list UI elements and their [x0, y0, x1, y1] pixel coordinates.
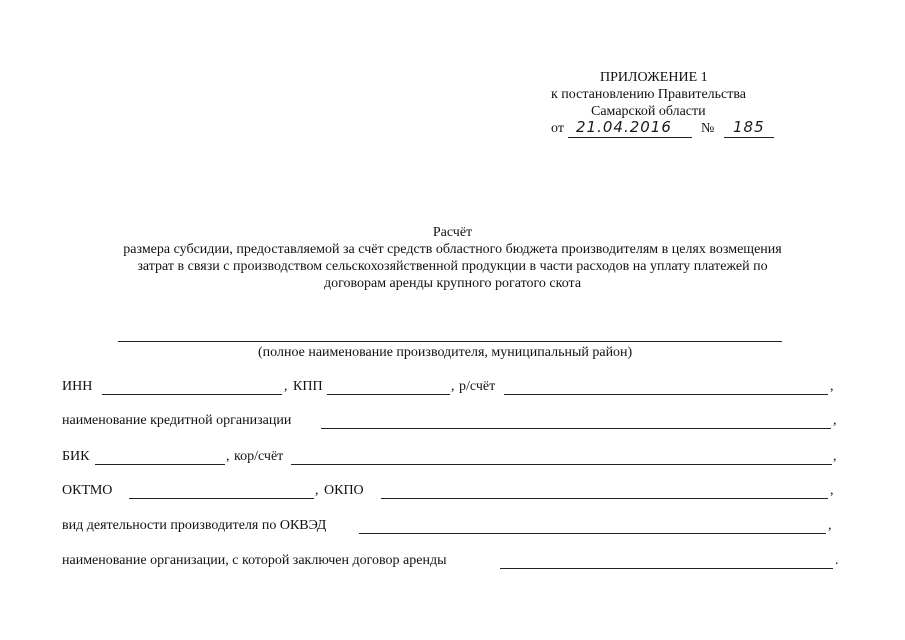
- producer-caption: (полное наименование производителя, муниципальный район): [258, 345, 633, 360]
- bank-comma: ,: [833, 413, 837, 428]
- row-oktmo: [62, 483, 842, 501]
- kpp-comma: ,: [451, 379, 455, 394]
- lessor-field[interactable]: [500, 568, 833, 569]
- date-handwritten: 21.04.2016: [576, 118, 672, 136]
- oktmo-label: ОКТМО: [62, 483, 113, 498]
- okpo-field[interactable]: [381, 498, 828, 499]
- doc-title-line-3: договорам аренды крупного рогатого скота: [323, 276, 582, 291]
- corr-account-label: кор/счёт: [234, 449, 284, 464]
- doc-title-line-2: затрат в связи с производством сельскохозяйственной продукции в части расходов на уплату платежей по: [137, 259, 768, 274]
- date-prefix: от: [551, 121, 564, 136]
- bank-label: наименование кредитной организации: [62, 413, 292, 428]
- inn-label: ИНН: [62, 379, 93, 394]
- date-underline: [568, 137, 692, 138]
- bik-comma: ,: [226, 449, 230, 464]
- oktmo-comma: ,: [315, 483, 319, 498]
- account-field[interactable]: [504, 394, 828, 395]
- decree-line: к постановлению Правительства: [551, 87, 747, 102]
- oktmo-field[interactable]: [129, 498, 314, 499]
- okpo-comma: ,: [830, 483, 834, 498]
- doc-heading: Расчёт: [432, 225, 473, 240]
- number-handwritten: 185: [733, 118, 765, 136]
- corr-account-field[interactable]: [291, 464, 832, 465]
- inn-comma: ,: [284, 379, 288, 394]
- row-okved: [62, 518, 842, 536]
- region-line: Самарской области: [591, 104, 706, 119]
- account-comma: ,: [830, 379, 834, 394]
- okved-label: вид деятельности производителя по ОКВЭД: [62, 518, 327, 533]
- bank-field[interactable]: [321, 428, 831, 429]
- number-underline: [724, 137, 774, 138]
- producer-name-field[interactable]: [118, 341, 782, 342]
- okved-field[interactable]: [359, 533, 826, 534]
- doc-title-line-1: размера субсидии, предоставляемой за счёт средств областного бюджета производителям в целях возмещения: [123, 242, 782, 257]
- account-label: р/счёт: [459, 379, 496, 394]
- kpp-field[interactable]: [327, 394, 450, 395]
- bik-field[interactable]: [95, 464, 225, 465]
- bik-label: БИК: [62, 449, 90, 464]
- row-inn: [62, 379, 842, 397]
- row-lessor: [62, 553, 842, 571]
- number-prefix: №: [701, 121, 715, 136]
- row-bik: [62, 449, 842, 467]
- okved-comma: ,: [828, 518, 832, 533]
- inn-field[interactable]: [102, 394, 282, 395]
- kpp-label: КПП: [293, 379, 323, 394]
- okpo-label: ОКПО: [324, 483, 364, 498]
- corr-account-comma: ,: [833, 449, 837, 464]
- appendix-label: ПРИЛОЖЕНИЕ 1: [600, 70, 708, 85]
- lessor-period: .: [835, 553, 839, 568]
- lessor-label: наименование организации, с которой заключен договор аренды: [62, 553, 447, 568]
- row-bank: [62, 413, 842, 431]
